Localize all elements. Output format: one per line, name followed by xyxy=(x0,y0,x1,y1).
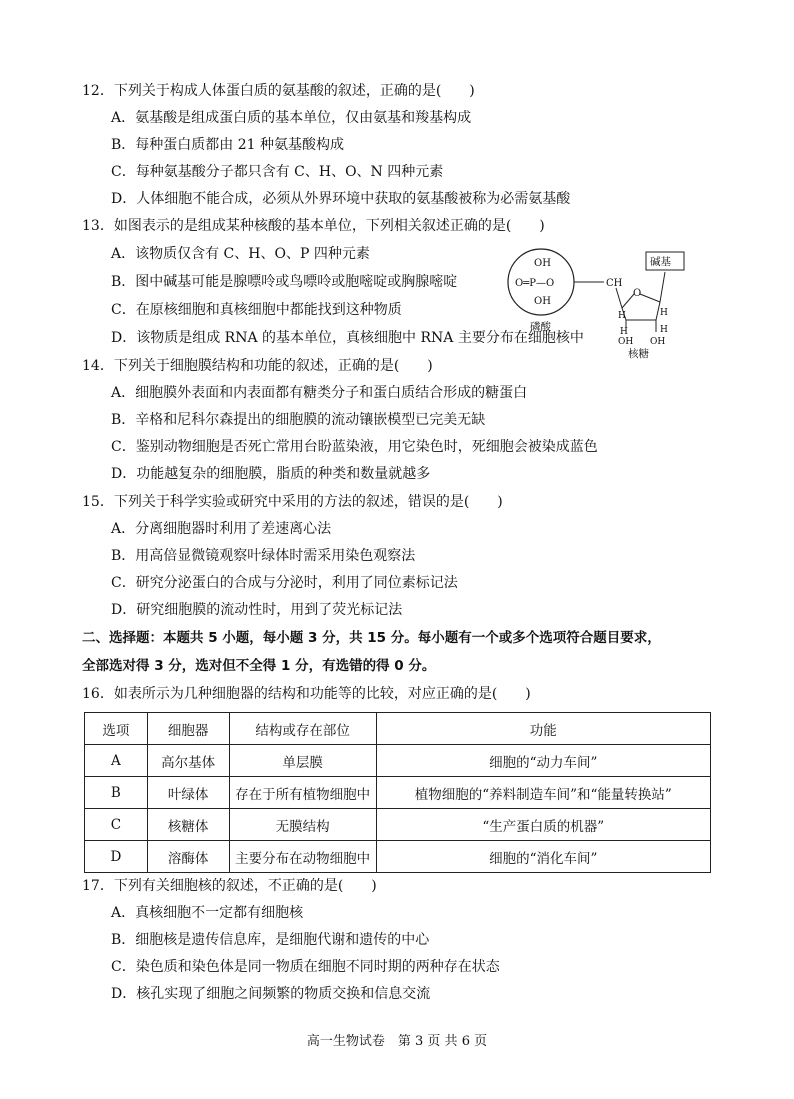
section2-heading-line2: 全部选对得 3 分，选对但不全得 1 分，有选错的得 0 分。 xyxy=(82,658,436,674)
phosphate-oh-top: OH xyxy=(534,258,551,269)
table-header-cell: 细胞器 xyxy=(147,713,229,745)
nucleotide-figure xyxy=(500,240,710,360)
sugar-label: 核糖 xyxy=(628,348,649,360)
oh-right: OH xyxy=(650,337,666,347)
phosphate-oh-bottom: OH xyxy=(534,296,551,307)
table-cell: 存在于所有植物细胞中 xyxy=(229,777,376,809)
table-cell: A xyxy=(85,745,148,777)
page-footer: 高一生物试卷 第 3 页 共 6 页 xyxy=(306,1034,488,1049)
q12-stem: 12．下列关于构成人体蛋白质的氨基酸的叙述，正确的是( ) xyxy=(82,83,475,99)
q16-stem: 16．如表所示为几种细胞器的结构和功能等的比较，对应正确的是( ) xyxy=(82,686,531,702)
q12-option-b: B．每种蛋白质都由 21 种氨基酸构成 xyxy=(111,137,345,153)
q15-option-c: C．研究分泌蛋白的合成与分泌时，利用了同位素标记法 xyxy=(111,575,458,591)
oh-left: OH xyxy=(618,337,634,347)
table-cell: 叶绿体 xyxy=(147,777,229,809)
table-cell: D xyxy=(85,841,148,873)
phosphate-center: O═P—O xyxy=(515,278,555,289)
q12-option-d: D．人体细胞不能合成，必须从外界环境中获取的氨基酸被称为必需氨基酸 xyxy=(111,191,571,207)
q14-option-b: B．辛格和尼科尔森提出的细胞膜的流动镶嵌模型已完美无缺 xyxy=(111,412,486,428)
q17-option-b: B．细胞核是遗传信息库，是细胞代谢和遗传的中心 xyxy=(111,932,430,948)
table-cell: 细胞的“消化车间” xyxy=(376,841,710,873)
q12-option-a: A．氨基酸是组成蛋白质的基本单位，仅由氨基和羧基构成 xyxy=(111,110,472,126)
q13-option-b: B．图中碱基可能是腺嘌呤或鸟嘌呤或胞嘧啶或胸腺嘧啶 xyxy=(111,274,458,290)
q14-option-a: A．细胞膜外表面和内表面都有糖类分子和蛋白质结合形成的糖蛋白 xyxy=(111,385,528,401)
table-cell: 植物细胞的“养料制造车间”和“能量转换站” xyxy=(376,777,710,809)
ribose-ring xyxy=(616,272,665,332)
table-cell: 溶酶体 xyxy=(147,841,229,873)
table-row xyxy=(85,841,711,873)
table-cell: 无膜结构 xyxy=(229,809,376,841)
h-right: H xyxy=(660,308,668,318)
q14-option-c: C．鉴别动物细胞是否死亡常用台盼蓝染液，用它染色时，死细胞会被染成蓝色 xyxy=(111,439,598,455)
table-cell: C xyxy=(85,809,148,841)
table-header-cell: 选项 xyxy=(85,713,148,745)
ring-oxygen: O xyxy=(633,288,642,299)
q17-option-d: D．核孔实现了细胞之间频繁的物质交换和信息交流 xyxy=(111,986,431,1002)
table-cell: 细胞的“动力车间” xyxy=(376,745,710,777)
table-header-cell: 功能 xyxy=(376,713,710,745)
q17-option-c: C．染色质和染色体是同一物质在细胞不同时期的两种存在状态 xyxy=(111,959,500,975)
section2-heading-line1: 二、选择题：本题共 5 小题，每小题 3 分，共 15 分。每小题有一个或多个选项符合题目要求， xyxy=(82,630,661,646)
q13-option-c: C．在原核细胞和真核细胞中都能找到这种物质 xyxy=(111,302,402,318)
base-box-label: 碱基 xyxy=(650,256,671,268)
phosphate-label: 磷酸 xyxy=(530,321,551,333)
table-row xyxy=(85,777,711,809)
table-cell: B xyxy=(85,777,148,809)
table-row xyxy=(85,809,711,841)
table-row xyxy=(85,745,711,777)
q14-option-d: D．功能越复杂的细胞膜，脂质的种类和数量就越多 xyxy=(111,466,431,482)
table-cell: 核糖体 xyxy=(147,809,229,841)
q13-option-d: D．该物质是组成 RNA 的基本单位，真核细胞中 RNA 主要分布在细胞核中 xyxy=(111,330,584,346)
q15-option-d: D．研究细胞膜的流动性时，用到了荧光标记法 xyxy=(111,602,403,618)
table-cell: 高尔基体 xyxy=(147,745,229,777)
q17-option-a: A．真核细胞不一定都有细胞核 xyxy=(111,905,304,921)
organelle-table xyxy=(84,712,711,873)
table-cell: 主要分布在动物细胞中 xyxy=(229,841,376,873)
table-cell: 单层膜 xyxy=(229,745,376,777)
q13-stem: 13．如图表示的是组成某种核酸的基本单位，下列相关叙述正确的是( ) xyxy=(82,218,545,234)
table-cell: “生产蛋白质的机器” xyxy=(376,809,710,841)
table-header-row xyxy=(85,713,711,745)
h-bottom-right: H xyxy=(660,325,668,335)
q12-option-c: C．每种氨基酸分子都只含有 C、H、O、N 四种元素 xyxy=(111,164,444,180)
q13-option-a: A．该物质仅含有 C、H、O、P 四种元素 xyxy=(111,246,370,262)
q14-stem: 14．下列关于细胞膜结构和功能的叙述，正确的是( ) xyxy=(82,358,433,374)
q17-stem: 17．下列有关细胞核的叙述，不正确的是( ) xyxy=(82,878,377,894)
q15-stem: 15．下列关于科学实验或研究中采用的方法的叙述，错误的是( ) xyxy=(82,494,503,510)
q15-option-a: A．分离细胞器时利用了差速离心法 xyxy=(111,521,332,537)
table-header-cell: 结构或存在部位 xyxy=(229,713,376,745)
h-bottom-left: H xyxy=(620,327,628,337)
ch2-label: CH xyxy=(606,278,623,289)
q15-option-b: B．用高倍显微镜观察叶绿体时需采用染色观察法 xyxy=(111,548,416,564)
h-left: H xyxy=(618,311,626,321)
